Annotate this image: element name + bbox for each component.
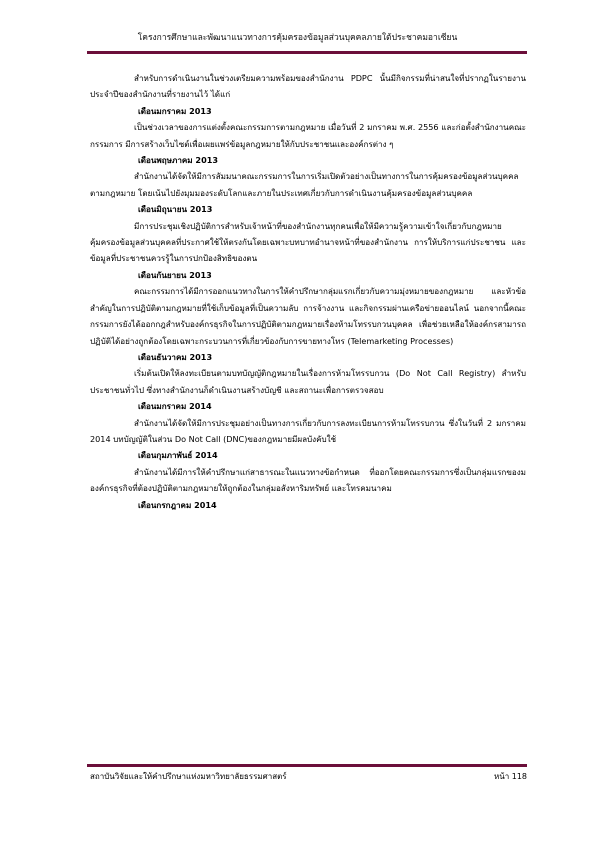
section-paragraph: สำนักงานได้จัดให้มีการสัมมนาคณะกรรมการในการเริ่มเปิดตัวอย่างเป็นทางการในการคุ้มครองข้อมูลส่วนบุคคลตามกฎหมาย โดยเน้นไปยังมุมมองระดับโลกและภายในประเทศเกี่ยวกับการดำเนินงานคุ้มครองข้อมูลส่วนบุคคล — [90, 171, 519, 198]
month-heading: เดือนมกราคม 2014 — [138, 401, 212, 412]
page-body — [90, 70, 526, 513]
footer-rule — [87, 764, 527, 767]
month-heading: เดือนมกราคม 2013 — [138, 105, 212, 116]
section-paragraph: มีการประชุมเชิงปฏิบัติการสำหรับเจ้าหน้าที่ของสำนักงานทุกคนเพื่อให้มีความรู้ความเข้าใจเกี่ยวกับกฎหมายคุ้มครองข้อมูลส่วนบุคคลที่ประกาศใช้ให้ตรงกันโดยเฉพาะบทบาทอำนาจหน้าที่ของสำนักงาน การให้บริการแก่ประชาชน และข้อมูลที่ประชาชนควรรู้ในการปกป้องสิทธิของตน — [90, 220, 526, 264]
month-heading: เดือนกุมภาพันธ์ 2014 — [138, 450, 218, 461]
month-heading: เดือนกันยายน 2013 — [138, 269, 212, 280]
month-heading: เดือนมิถุนายน 2013 — [138, 204, 213, 215]
section-paragraph: เป็นช่วงเวลาของการแต่งตั้งคณะกรรมการตามกฎหมาย เมื่อวันที่ 2 มกราคม พ.ศ. 2556 และก่อตั้งสำนักงานคณะกรรมการ มีการสร้างเว็บไซต์เพื่อเผยแพร่ข้อมูลกฎหมายให้กับประชาชนและองค์กรต่าง ๆ — [90, 122, 526, 149]
header-rule — [87, 51, 527, 54]
intro-paragraph: สำหรับการดำเนินงานในช่วงเตรียมความพร้อมของสำนักงาน PDPC นั้นมีกิจกรรมที่น่าสนใจที่ปรากฏในรายงานประจำปีของสำนักงานที่รายงานไว้ ได้แก่ — [90, 73, 526, 100]
section-paragraph: สำนักงานได้มีการให้คำปรึกษาแก่สาธารณะในแนวทางข้อกำหนด ที่ออกโดยคณะกรรมการซึ่งเป็นกลุ่มแรกของมองค์กรธุรกิจที่ต้องปฏิบัติตามกฎหมายให้ถูกต้องในกลุ่มอสังหาริมทรัพย์ และโทรคมนาคม — [90, 466, 526, 494]
section-paragraph: เริ่มต้นเปิดให้ลงทะเบียนตามบทบัญญัติกฎหมายในเรื่องการห้ามโทรรบกวน (Do Not Call Registry) สำหรับประชาชนทั่วไป ซึ่งทางสำนักงานก็ดำเนินงานสร้างบัญชี และสถานะเพื่อการตรวจสอบ — [90, 368, 526, 395]
running-header: โครงการศึกษาและพัฒนาแนวทางการคุ้มครองข้อมูลส่วนบุคคลภายใต้ประชาคมอาเซียน — [137, 33, 458, 43]
month-heading: เดือนธันวาคม 2013 — [138, 351, 213, 362]
footer-institution: สถาบันวิจัยและให้คำปรึกษาแห่งมหาวิทยาลัยธรรมศาสตร์ — [90, 772, 287, 781]
section-paragraph: สำนักงานได้จัดให้มีการประชุมอย่างเป็นทางการเกี่ยวกับการลงทะเบียนการห้ามโทรรบกวน ซึ่งในวันที่ 2 มกราคม 2014 บทบัญญัติในส่วน Do Not Call (DNC)ของกฎหมายมีผลบังคับใช้ — [90, 417, 526, 444]
section-paragraph: คณะกรรมการได้มีการออกแนวทางในการให้คำปรึกษากลุ่มแรกเกี่ยวกับความมุ่งหมายของกฎหมาย และหัวข้อสำคัญในการปฏิบัติตามกฎหมายที่ใช้เก็บข้อมูลที่เป็นความลับ การจ้างงาน และกิจกรรมผ่านเครือข่ายออนไลน์ นอกจากนี้คณะกรรมการยังได้ออกกฎสำหรับองค์กรธุรกิจในการปฏิบัติตามกฎหมายเรื่องห้ามโทรรบกวนบุคคล เพื่อช่วยเหลือให้องค์กรสามารถปฏิบัติได้อย่างถูกต้องโดยเฉพาะกระบวนการที่เกี่ยวข้องกับการขายทางโทร (Telemarketing Processes) — [90, 286, 526, 346]
month-heading: เดือนพฤษภาคม 2013 — [138, 155, 218, 166]
month-heading: เดือนกรกฎาคม 2014 — [138, 499, 217, 510]
page-number: หน้า 118 — [493, 772, 527, 781]
